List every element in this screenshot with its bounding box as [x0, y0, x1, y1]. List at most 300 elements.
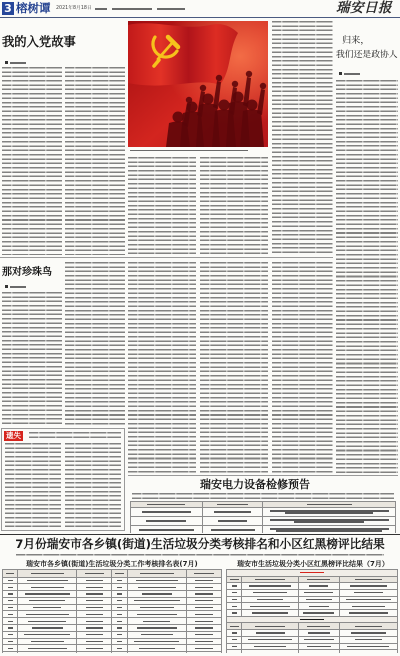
illegible-text	[355, 626, 383, 627]
table-row	[131, 517, 396, 526]
article-title-party-story: 我的入党故事	[2, 35, 76, 49]
table-cell	[127, 625, 186, 632]
table-cell	[77, 584, 112, 591]
table-cell	[186, 611, 221, 618]
table-cell	[298, 636, 339, 643]
table-cell	[242, 636, 298, 643]
illegible-text	[232, 592, 237, 593]
illegible-text	[28, 621, 66, 622]
article-text-column	[65, 67, 125, 255]
illegible-text	[27, 580, 67, 581]
illegible-text	[300, 572, 324, 573]
table-cell	[186, 645, 221, 652]
table-cell	[339, 583, 397, 590]
town-ranking-table-title: 瑞安市各乡镇(街道)生活垃圾分类工作考核排名表(7月)	[26, 560, 198, 568]
table-cell	[127, 652, 186, 653]
table-cell	[186, 652, 221, 653]
illegible-text	[8, 627, 13, 628]
table-cell	[131, 526, 203, 534]
illegible-text	[31, 573, 65, 574]
article-text-column	[128, 157, 196, 255]
table-cell	[186, 638, 221, 645]
table-cell	[112, 577, 127, 584]
table-cell	[186, 591, 221, 598]
table-cell	[339, 629, 397, 636]
header-meta-illegible	[95, 8, 107, 10]
table-cell	[77, 570, 112, 578]
illegible-text	[8, 600, 13, 601]
illegible-text	[294, 521, 364, 522]
illegible-text	[232, 599, 237, 600]
illegible-text	[143, 621, 170, 622]
illegible-text	[270, 528, 389, 529]
illegible-text	[304, 592, 333, 593]
illegible-text	[31, 587, 64, 588]
table-cell	[186, 604, 221, 611]
illegible-text	[307, 626, 330, 627]
table-cell	[227, 629, 242, 636]
illegible-text	[86, 587, 104, 588]
table-cell	[18, 597, 77, 604]
illegible-text	[117, 587, 122, 588]
square-bullet-icon	[5, 285, 8, 288]
illegible-text	[140, 573, 174, 574]
table-cell	[112, 611, 127, 618]
table-row	[3, 591, 222, 598]
article-text-column	[200, 157, 268, 255]
issue-date: 2021年8月18日	[56, 6, 92, 11]
illegible-text	[8, 634, 13, 635]
illegible-text	[134, 641, 179, 642]
illegible-text	[139, 529, 194, 530]
illegible-text	[142, 593, 172, 594]
table-cell	[3, 604, 18, 611]
table-cell	[77, 604, 112, 611]
illegible-text	[304, 639, 334, 640]
illegible-text	[195, 580, 213, 581]
table-cell	[112, 591, 127, 598]
illegible-text	[230, 579, 239, 580]
illegible-text	[351, 632, 386, 633]
illegible-text	[86, 648, 104, 649]
table-cell	[242, 583, 298, 590]
table-row	[3, 652, 222, 653]
town-ranking-table	[2, 569, 222, 653]
illegible-text	[300, 619, 324, 620]
table-cell	[77, 618, 112, 625]
table-cell	[202, 517, 263, 526]
table-cell	[112, 645, 127, 652]
table-cell	[18, 611, 77, 618]
illegible-text	[86, 593, 104, 594]
community-red-black-table	[226, 569, 398, 653]
illegible-text	[255, 579, 284, 580]
table-cell	[242, 629, 298, 636]
byline-illegible	[10, 62, 26, 64]
article-text-column	[2, 67, 62, 255]
illegible-text	[86, 641, 104, 642]
table-cell	[186, 618, 221, 625]
illegible-text	[211, 529, 255, 530]
illegible-text	[355, 579, 383, 580]
table-cell	[186, 570, 221, 578]
notice-text	[65, 443, 121, 527]
table-cell	[298, 650, 339, 653]
illegible-text	[308, 632, 330, 633]
illegible-text	[195, 587, 213, 588]
town-ranking-table-wrap	[2, 569, 222, 653]
table-cell	[242, 589, 298, 596]
table-cell	[18, 652, 77, 653]
illegible-text	[33, 607, 61, 608]
table-cell	[112, 638, 127, 645]
table-row	[3, 597, 222, 604]
illegible-text	[256, 632, 285, 633]
illegible-text	[115, 573, 124, 574]
table-cell	[18, 577, 77, 584]
masthead-logo: 瑞安日报	[336, 0, 392, 15]
illegible-text	[86, 614, 104, 615]
header-meta-illegible	[157, 8, 185, 10]
table-row	[227, 596, 398, 603]
table-cell	[298, 589, 339, 596]
party-flag-photo	[128, 21, 268, 147]
illegible-text	[249, 585, 292, 586]
illegible-text	[218, 520, 247, 521]
illegible-text	[255, 626, 284, 627]
table-cell	[77, 645, 112, 652]
article-text-column	[336, 80, 398, 474]
table-cell	[298, 583, 339, 590]
illegible-text	[32, 627, 62, 628]
illegible-text	[276, 530, 382, 531]
table-cell	[112, 584, 127, 591]
illegible-text	[307, 579, 330, 580]
garbage-report-intro	[16, 554, 384, 556]
illegible-text	[28, 648, 67, 649]
table-cell	[242, 650, 298, 653]
table-row	[227, 650, 398, 653]
table-cell	[3, 570, 18, 578]
illegible-text	[195, 614, 213, 615]
section-divider	[0, 257, 333, 258]
power-outage-table-wrap	[130, 501, 396, 533]
illegible-text	[309, 585, 328, 586]
illegible-text	[137, 627, 177, 628]
table-cell	[263, 517, 396, 526]
illegible-text	[137, 614, 176, 615]
illegible-text	[25, 593, 70, 594]
illegible-text	[350, 585, 388, 586]
article-text-column	[272, 21, 333, 255]
illegible-text	[147, 504, 185, 505]
table-cell	[339, 643, 397, 650]
table-cell	[227, 596, 242, 603]
header-rule	[0, 17, 400, 18]
table-cell	[18, 570, 77, 578]
illegible-text	[195, 607, 213, 608]
article-text-column	[65, 262, 125, 425]
table-cell	[3, 652, 18, 653]
table-cell	[242, 643, 298, 650]
illegible-text	[195, 641, 213, 642]
table-row	[131, 508, 396, 517]
table-row	[3, 604, 222, 611]
illegible-text	[306, 599, 332, 600]
table-cell	[127, 597, 186, 604]
illegible-text	[253, 592, 287, 593]
illegible-text	[139, 648, 175, 649]
table-row	[3, 570, 222, 578]
illegible-text	[117, 600, 122, 601]
power-outage-table	[130, 501, 396, 533]
illegible-text	[86, 600, 104, 601]
community-table-title: 瑞安市生活垃圾分类小区红黑榜评比结果（7月）	[237, 560, 389, 568]
illegible-text	[31, 641, 65, 642]
table-row	[227, 610, 398, 617]
illegible-text	[8, 621, 13, 622]
table-cell	[227, 583, 242, 590]
illegible-text	[26, 614, 69, 615]
illegible-text	[354, 592, 384, 593]
page-number-badge: 3	[2, 2, 14, 15]
article-text-column	[200, 262, 268, 473]
article-text-column	[2, 292, 62, 425]
illegible-text	[285, 512, 373, 513]
table-cell	[112, 570, 127, 578]
illegible-text	[8, 607, 13, 608]
byline-illegible	[10, 286, 26, 288]
notice-label: 遗失	[6, 431, 21, 440]
table-cell	[227, 603, 242, 610]
illegible-text	[8, 580, 13, 581]
lost-notice-box	[1, 428, 125, 531]
table-cell	[127, 591, 186, 598]
table-cell	[3, 618, 18, 625]
table-cell	[3, 577, 18, 584]
byline-illegible	[344, 73, 360, 75]
table-cell	[186, 584, 221, 591]
illegible-text	[85, 573, 104, 574]
table-cell	[18, 584, 77, 591]
table-cell	[339, 589, 397, 596]
illegible-text	[349, 612, 388, 613]
table-cell	[227, 636, 242, 643]
table-row	[227, 589, 398, 596]
illegible-text	[117, 648, 122, 649]
article-title-cppcc-line1: 归来，	[342, 35, 370, 46]
table-cell	[77, 652, 112, 653]
illegible-text	[309, 606, 330, 607]
illegible-text	[8, 641, 13, 642]
illegible-text	[6, 573, 15, 574]
illegible-text	[86, 634, 104, 635]
section-name: 榕树谭	[16, 1, 51, 15]
illegible-text	[146, 520, 186, 521]
illegible-text	[8, 648, 13, 649]
illegible-text	[270, 510, 389, 511]
table-row	[227, 643, 398, 650]
article-title-pearl-birds: 那对珍珠鸟	[2, 267, 52, 278]
table-cell	[242, 603, 298, 610]
illegible-text	[307, 646, 331, 647]
table-cell	[298, 596, 339, 603]
table-cell	[298, 603, 339, 610]
illegible-text	[86, 580, 104, 581]
section-divider	[0, 534, 400, 535]
table-row	[3, 611, 222, 618]
illegible-text	[232, 606, 237, 607]
table-cell	[127, 570, 186, 578]
illegible-text	[24, 634, 70, 635]
illegible-text	[8, 587, 13, 588]
table-cell	[18, 591, 77, 598]
illegible-text	[8, 614, 13, 615]
table-cell	[127, 611, 186, 618]
table-cell	[112, 618, 127, 625]
table-cell	[18, 604, 77, 611]
table-cell	[263, 508, 396, 517]
table-cell	[18, 645, 77, 652]
illegible-text	[230, 626, 239, 627]
illegible-text	[250, 606, 291, 607]
table-row	[3, 638, 222, 645]
table-cell	[3, 625, 18, 632]
table-cell	[242, 610, 298, 617]
power-outage-intro	[132, 493, 394, 500]
illegible-text	[232, 612, 237, 613]
table-cell	[339, 650, 397, 653]
garbage-report-headline: 7月份瑞安市各乡镇(街道)生活垃圾分类考核排名和小区红黑榜评比结果	[15, 537, 385, 551]
illegible-text	[117, 634, 122, 635]
table-cell	[298, 643, 339, 650]
illegible-text	[195, 627, 213, 628]
table-cell	[127, 584, 186, 591]
illegible-text	[8, 593, 13, 594]
table-cell	[77, 638, 112, 645]
illegible-text	[141, 634, 174, 635]
illegible-text	[29, 600, 65, 601]
illegible-text	[117, 641, 122, 642]
table-row	[131, 526, 396, 534]
table-cell	[3, 584, 18, 591]
table-cell	[18, 618, 77, 625]
illegible-text	[270, 519, 389, 520]
illegible-text	[117, 627, 122, 628]
table-cell	[77, 625, 112, 632]
illegible-text	[117, 593, 122, 594]
article-title-cppcc-line2: 我们还是政协人	[336, 50, 398, 60]
table-cell	[339, 603, 397, 610]
table-cell	[202, 508, 263, 517]
table-cell	[77, 577, 112, 584]
illegible-text	[307, 504, 352, 505]
illegible-text	[346, 599, 391, 600]
community-table-wrap	[226, 569, 398, 653]
table-cell	[3, 631, 18, 638]
table-row	[3, 631, 222, 638]
illegible-text	[257, 599, 284, 600]
illegible-text	[134, 600, 180, 601]
notice-text	[5, 443, 61, 527]
square-bullet-icon	[5, 61, 8, 64]
illegible-text	[195, 593, 213, 594]
illegible-text	[195, 634, 213, 635]
illegible-text	[303, 612, 334, 613]
illegible-text	[140, 607, 174, 608]
table-cell	[127, 645, 186, 652]
illegible-text	[214, 511, 251, 512]
table-cell	[339, 596, 397, 603]
illegible-text	[86, 621, 104, 622]
illegible-text	[232, 632, 237, 633]
table-cell	[77, 631, 112, 638]
notice-text	[29, 432, 121, 440]
illegible-text	[347, 646, 389, 647]
table-cell	[127, 638, 186, 645]
table-row	[3, 625, 222, 632]
table-cell	[3, 597, 18, 604]
table-row	[3, 577, 222, 584]
table-cell	[227, 643, 242, 650]
table-cell	[127, 618, 186, 625]
illegible-text	[252, 612, 288, 613]
table-cell	[18, 625, 77, 632]
illegible-text	[138, 587, 176, 588]
table-cell	[339, 636, 397, 643]
illegible-text	[355, 639, 383, 640]
article-text-column	[128, 262, 196, 473]
illegible-text	[217, 504, 249, 505]
table-row	[227, 629, 398, 636]
table-cell	[227, 650, 242, 653]
table-cell	[112, 652, 127, 653]
table-cell	[131, 508, 203, 517]
table-cell	[112, 597, 127, 604]
illegible-text	[117, 580, 122, 581]
illegible-text	[117, 621, 122, 622]
illegible-text	[194, 573, 213, 574]
table-row	[227, 583, 398, 590]
table-cell	[298, 610, 339, 617]
table-cell	[131, 517, 203, 526]
illegible-text	[86, 607, 104, 608]
illegible-text	[195, 600, 213, 601]
table-row	[227, 636, 398, 643]
table-row	[3, 645, 222, 652]
header-meta-illegible	[112, 8, 152, 10]
table-cell	[77, 597, 112, 604]
illegible-text	[195, 621, 213, 622]
illegible-text	[117, 607, 122, 608]
table-row	[3, 584, 222, 591]
illegible-text	[232, 585, 237, 586]
illegible-text	[195, 648, 213, 649]
table-cell	[202, 526, 263, 534]
section-divider	[128, 475, 398, 476]
table-cell	[186, 577, 221, 584]
power-outage-title: 瑞安电力设备检修预告	[200, 478, 310, 491]
illegible-text	[254, 646, 286, 647]
illegible-text	[142, 511, 191, 512]
square-bullet-icon	[339, 72, 342, 75]
table-cell	[186, 625, 221, 632]
table-cell	[227, 610, 242, 617]
illegible-text	[248, 639, 292, 640]
table-cell	[339, 610, 397, 617]
photo-caption-illegible	[130, 150, 248, 151]
table-row	[227, 603, 398, 610]
